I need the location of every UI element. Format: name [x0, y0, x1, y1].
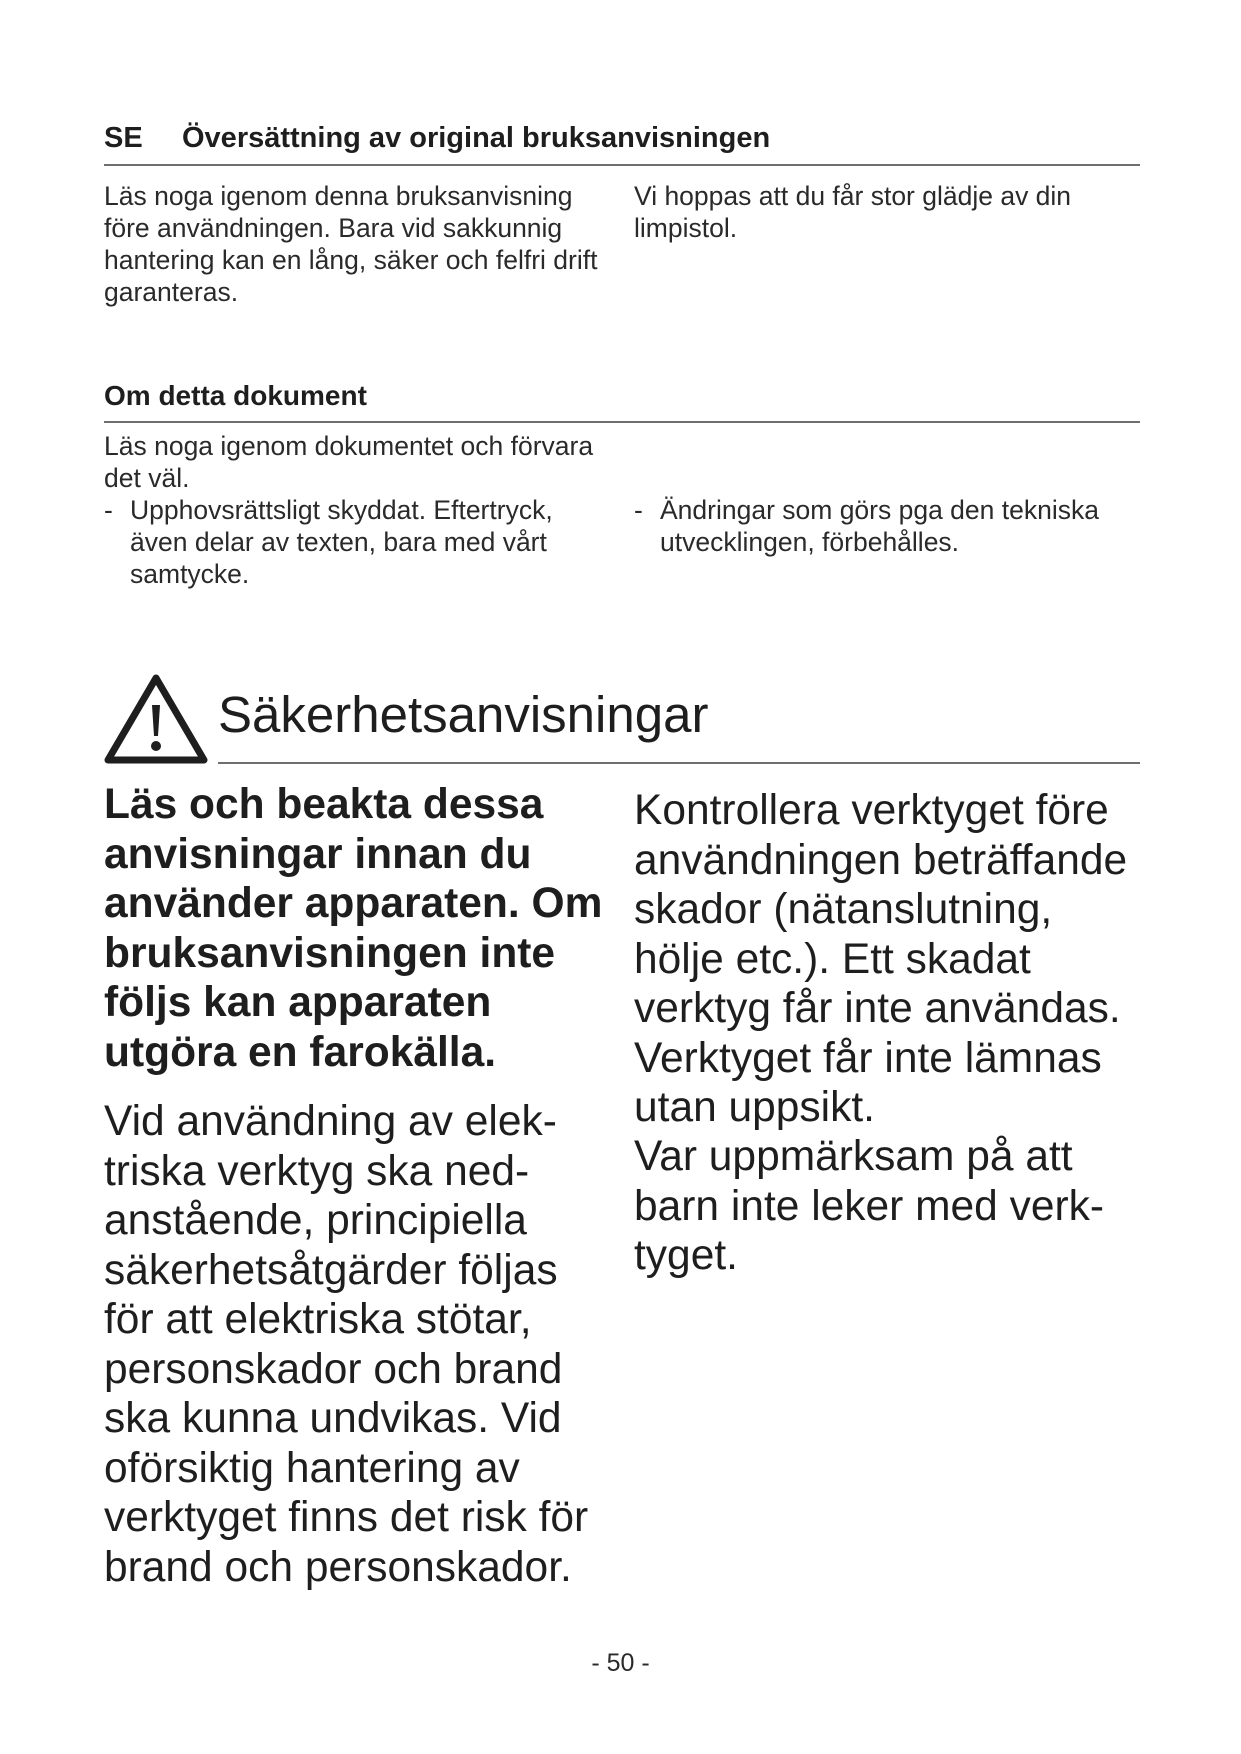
warning-triangle-icon	[102, 672, 210, 768]
language-code: SE	[104, 122, 143, 154]
bullet-text: Upphovsrättsligt skyddat. Eftertryck, även delar av texten, bara med vårt samtycke.	[130, 495, 553, 589]
document-bullet-right	[634, 494, 1134, 558]
intro-left-text: Läs noga igenom denna bruksanvisning före användningen. Bara vid sakkunnig hantering kan en lång, säker och felfri drift garanteras.	[104, 181, 598, 307]
page-header	[104, 118, 1140, 158]
safety-right-text-2: Var uppmärksam på att barn inte leker med verk-tyget.	[634, 1133, 1105, 1279]
safety-bold-lead: Läs och beakta dessa anvisningar innan du använder apparaten. Om bruksanvisningen inte följs kan apparaten utgöra en farokälla.	[104, 781, 603, 1076]
bullet-text: Ändringar som görs pga den tekniska utvecklingen, förbehålles.	[660, 495, 1099, 557]
header-title: Översättning av original bruksanvisningen	[182, 122, 771, 154]
page-number: - 50 -	[591, 1649, 650, 1677]
intro-right-text: Vi hoppas att du får stor glädje av din limpistol.	[634, 181, 1072, 243]
safety-left-text: Vid användning av elek-triska verktyg ska ned-anstående, principiella säkerhetsåtgärder följas för att elektriska stötar, personskador och brand ska kunna undvikas. Vid oförsiktig hantering av verktyget finns det risk för brand och personskador.	[104, 1098, 589, 1591]
safety-divider	[218, 762, 1140, 764]
document-bullet-left	[104, 494, 616, 590]
header-divider	[104, 164, 1140, 166]
bullet-dash: -	[104, 495, 113, 525]
safety-right-text-1: Kontrollera verktyget före användningen beträffande skador (nätanslutning, hölje etc.). Ett skadat verktyg får inte användas. Verktyget får inte lämnas utan uppsikt.	[634, 787, 1128, 1131]
safety-title: Säkerhetsanvisningar	[218, 686, 709, 743]
document-section-divider	[104, 421, 1140, 423]
document-section-title: Om detta dokument	[104, 380, 367, 411]
document-section-text: Läs noga igenom dokumentet och förvara det väl.	[104, 431, 594, 493]
bullet-dash: -	[634, 495, 643, 525]
